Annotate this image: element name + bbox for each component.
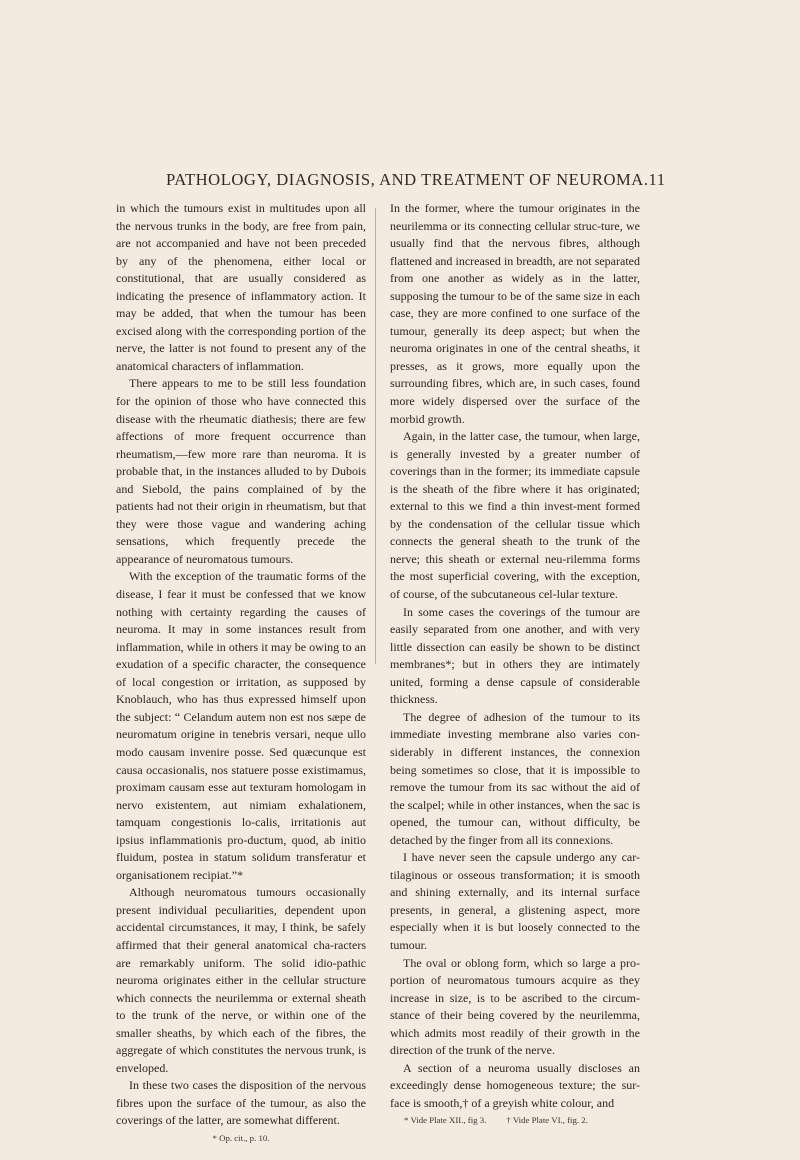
left-column: [116, 200, 366, 1144]
column-divider: [375, 208, 376, 664]
running-title: PATHOLOGY, DIAGNOSIS, AND TREATMENT OF NEUROMA.: [166, 170, 649, 189]
paragraph: in which the tumours exist in multitudes upon all the nervous trunks in the body, are free from pain, are not accompanied and have not been preceded by any of the phenomena, either local or constitutional, that are usually considered as indicating the presence of inflammatory action. It may be added, that when the tumour has been excised along with the corresponding portion of the nerve, the latter is not found to present any of the anatomical characters of inflammation.: [116, 201, 366, 373]
paragraph: In the former, where the tumour originates in the neurilemma or its connecting cellular struc-ture, we usually find that the nervous fibres, although flattened and increased in breadth, are not separated from one another as widely as in the latter, supposing the tumour to be of the same size in each case, they are more confined to one surface of the tumour, generally its deep aspect; but when the neuroma originates in one of the central sheaths, it presses, as it grows, more equally upon the surrounding fibres, which are, in such cases, found more widely dispersed over the surface of the morbid growth.: [390, 201, 640, 426]
footnotes: [116, 1132, 366, 1144]
right-column: [390, 200, 640, 1126]
paragraph: I have never seen the capsule undergo any car-tilaginous or osseous transformation; it is smooth and shining externally, and its internal surface presents, in general, a glistening aspect, more especially when it is but loosely connected to the tumour.: [390, 850, 640, 952]
footnote: * Vide Plate XII., fig 3.: [404, 1115, 487, 1126]
footnote: * Op. cit., p. 10.: [212, 1132, 270, 1143]
paragraph: In some cases the coverings of the tumour are easily separated from one another, and with very little dissection can easily be shown to be distinct membranes*; but in others they are intimately united, forming a dense capsule of considerable thickness.: [390, 604, 640, 707]
page-number: 11: [648, 170, 666, 189]
running-header: [166, 170, 666, 190]
paragraph: A section of a neuroma usually discloses an exceedingly dense homogeneous texture; the sur-face is smooth,† of a greyish white colour, and: [390, 1060, 640, 1110]
footnote: † Vide Plate VI., fig. 2.: [506, 1115, 588, 1126]
paragraph: Although neuromatous tumours occasionally present individual peculiarities, dependent upon accidental circumstances, it may, I think, be safely affirmed that their general anatomical cha-racters are remarkably uniform. The solid idio-pathic neuroma originates either in the cellular structure which connects the neurilemma or external sheath to the trunk of the nerve, or within one of the smaller sheaths, by which each of the fibres, the aggregate of which constitutes the nervous trunk, is enveloped.: [116, 885, 366, 1075]
footnotes: [390, 1114, 640, 1126]
paragraph: The oval or oblong form, which so large a pro-portion of neuromatous tumours acquire as they increase in size, is to be ascribed to the circum-stance of their being covered by the neurilemma, which admits most readily of their growth in the direction of the trunk of the nerve.: [390, 955, 640, 1058]
paragraph: With the exception of the traumatic forms of the disease, I fear it must be confessed that we know nothing with certainty regarding the causes of neuroma. It may in some instances result from inflammation, while in others it may be owing to an exudation of a specific character, the consequence of local congestion or irritation, as supposed by Knoblauch, who has thus expressed himself upon the subject: “ Celandum autem non est nos sæpe de neuromatum origine in tenebris versari, neque ullo modo causam invenire posse. Sed quæcunque est causa occasionalis, nos statuere posse existimamus, proximam causam esse aut texturam homologam in nervo existentem, aut nimiam exhalationem, tamquam congestionis lo-calis, irritationis aut ipsius inflammationis pro-ductum, quod, ab initio fluidum, postea in statum solidum transferatur et organisationem recipiat.”*: [116, 569, 366, 882]
paragraph: The degree of adhesion of the tumour to its immediate investing membrane also varies con-siderably in different instances, the connexion being sometimes so close, that it is impossible to remove the tumour from its sac without the aid of the scalpel; while in other instances, when the sac is opened, the tumour can, without difficulty, be detached by the finger from all its connexions.: [390, 709, 640, 847]
paragraph: Again, in the latter case, the tumour, when large, is generally invested by a greater number of coverings than in the former; its immediate capsule is the sheath of the fibre where it has originated; external to this we find a thin invest-ment formed by the condensation of the cellular tissue which connects the general sheath to the trunk of the nerve; this sheath or external neu-rilemma forms the most superficial covering, with the exception, of course, of the subcutaneous cel-lular texture.: [390, 429, 640, 602]
paragraph: There appears to me to be still less foundation for the opinion of those who have connected this disease with the rheumatic diathesis; there are few affections of more frequent occurrence than rheumatism,—few more rare than neuroma. It is probable that, in the instances alluded to by Dubois and Siebold, the pains complained of by the patients had not their origin in rheumatism, but that they were those vague and wandering aching sensations, which frequently precede the appearance of neuromatous tumours.: [116, 376, 366, 566]
paragraph: In these two cases the disposition of the nervous fibres upon the surface of the tumour, as also the coverings of the latter, are somewhat different.: [116, 1078, 366, 1128]
